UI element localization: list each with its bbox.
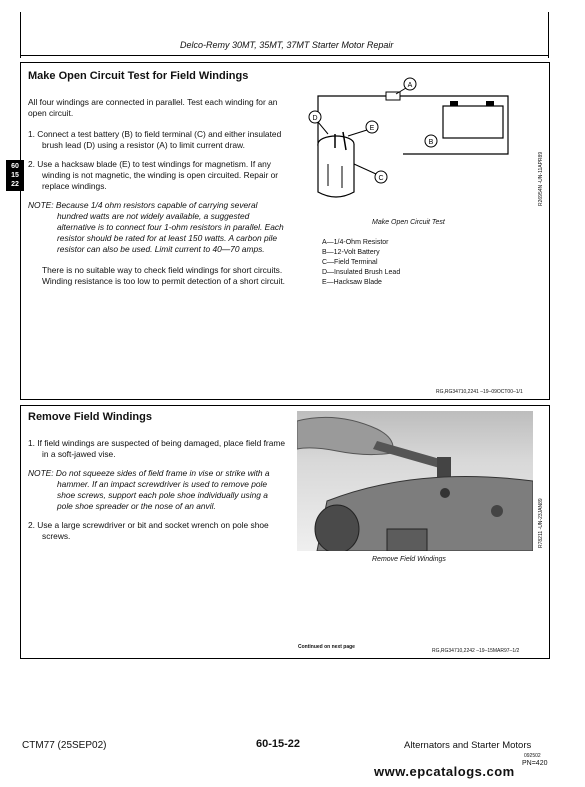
section1-body [28,97,286,287]
footer-doc-id: CTM77 (25SEP02) [22,740,107,751]
footer-page-number: 60-15-22 [256,738,301,750]
legend-item: A—1/4-Ohm Resistor [322,239,389,246]
battery-icon [443,106,503,138]
legend-item: D—Insulated Brush Lead [322,269,401,276]
header-left-line [20,12,21,58]
section2-step2: 2. Use a large screwdriver or bit and socket wrench on pole shoe screws. [28,520,269,541]
header-title: Delco-Remy 30MT, 35MT, 37MT Starter Motor Repair [180,40,394,50]
open-circuit-test-diagram [298,74,538,214]
section2-ref: RG,RG34710,2242 –19–15MAR97–1/2 [432,648,520,654]
figure1-caption: Make Open Circuit Test [372,219,445,226]
section2-step1: 1. If field windings are suspected of being damaged, place field frame in a soft-jawed vise. [28,438,285,459]
figure1-legend [322,238,400,288]
figure2-id: R78211 -UN-23JAN89 [538,498,544,548]
section1-step1: 1. Connect a test battery (B) to field terminal (C) and either insulated brush lead (D) using a resistor (A) to limit current draw. [28,129,282,150]
section2-note: NOTE: Do not squeeze sides of field frame in vise or strike with a hammer. If an impact screwdriver is used to remove pole shoe screws, support each pole shoe individually using a pole shoe spreader or the nose of an anvil. [28,468,270,511]
footer-code: 092502 [524,753,541,759]
site-watermark: www.epcatalogs.com [374,764,515,779]
section1-step2: 2. Use a hacksaw blade (E) to test windings for magnetism. If any winding is not magnetic, the winding is open circuited. Repair or replace windings. [28,159,279,191]
footer-page-counter: PN=420 [522,760,548,767]
header-right-line [548,12,549,58]
label-e: E [369,125,375,132]
field-frame-icon [318,144,354,197]
footer-section-name: Alternators and Starter Motors [404,740,532,751]
section1-intro: All four windings are connected in parallel. Test each winding for an open circuit. [28,97,278,118]
section-tab-line3: 22 [11,181,19,188]
label-d: D [312,115,318,122]
section1-title: Make Open Circuit Test for Field Windings [28,70,249,82]
section2-body [28,438,286,542]
legend-item: C—Field Terminal [322,259,378,266]
continued-note: Continued on next page [298,644,355,650]
label-a: A [407,82,413,89]
legend-item: E—Hacksaw Blade [322,279,382,286]
section-tab-line1: 60 [11,163,19,170]
label-c: C [378,175,384,182]
section2-title: Remove Field Windings [28,411,152,423]
figure1-id: R26954N -UN-11APR89 [538,151,544,206]
section1-ref: RG,RG34710,2241 –19–09OCT00–1/1 [436,389,523,395]
legend-item: B—12-Volt Battery [322,249,380,256]
remove-field-windings-photo [297,411,533,551]
section1-para2: There is no suitable way to check field windings for short circuits. Winding resistance is too low to permit detection of a short circuit. [42,265,285,286]
section1-note: NOTE: Because 1/4 ohm resistors capable of carrying several hundred watts are not widely available, a suggested alternative is to connect four 1-ohm resistors in parallel. Each resistor should be rated for at least 150 watts. A carbon pile resistor can also be used. Limit current to 40—70 amps. [28,200,284,254]
section-tab-line2: 15 [11,172,19,179]
figure2-caption: Remove Field Windings [372,556,446,563]
label-b: B [428,139,434,146]
header-rule [20,55,549,56]
